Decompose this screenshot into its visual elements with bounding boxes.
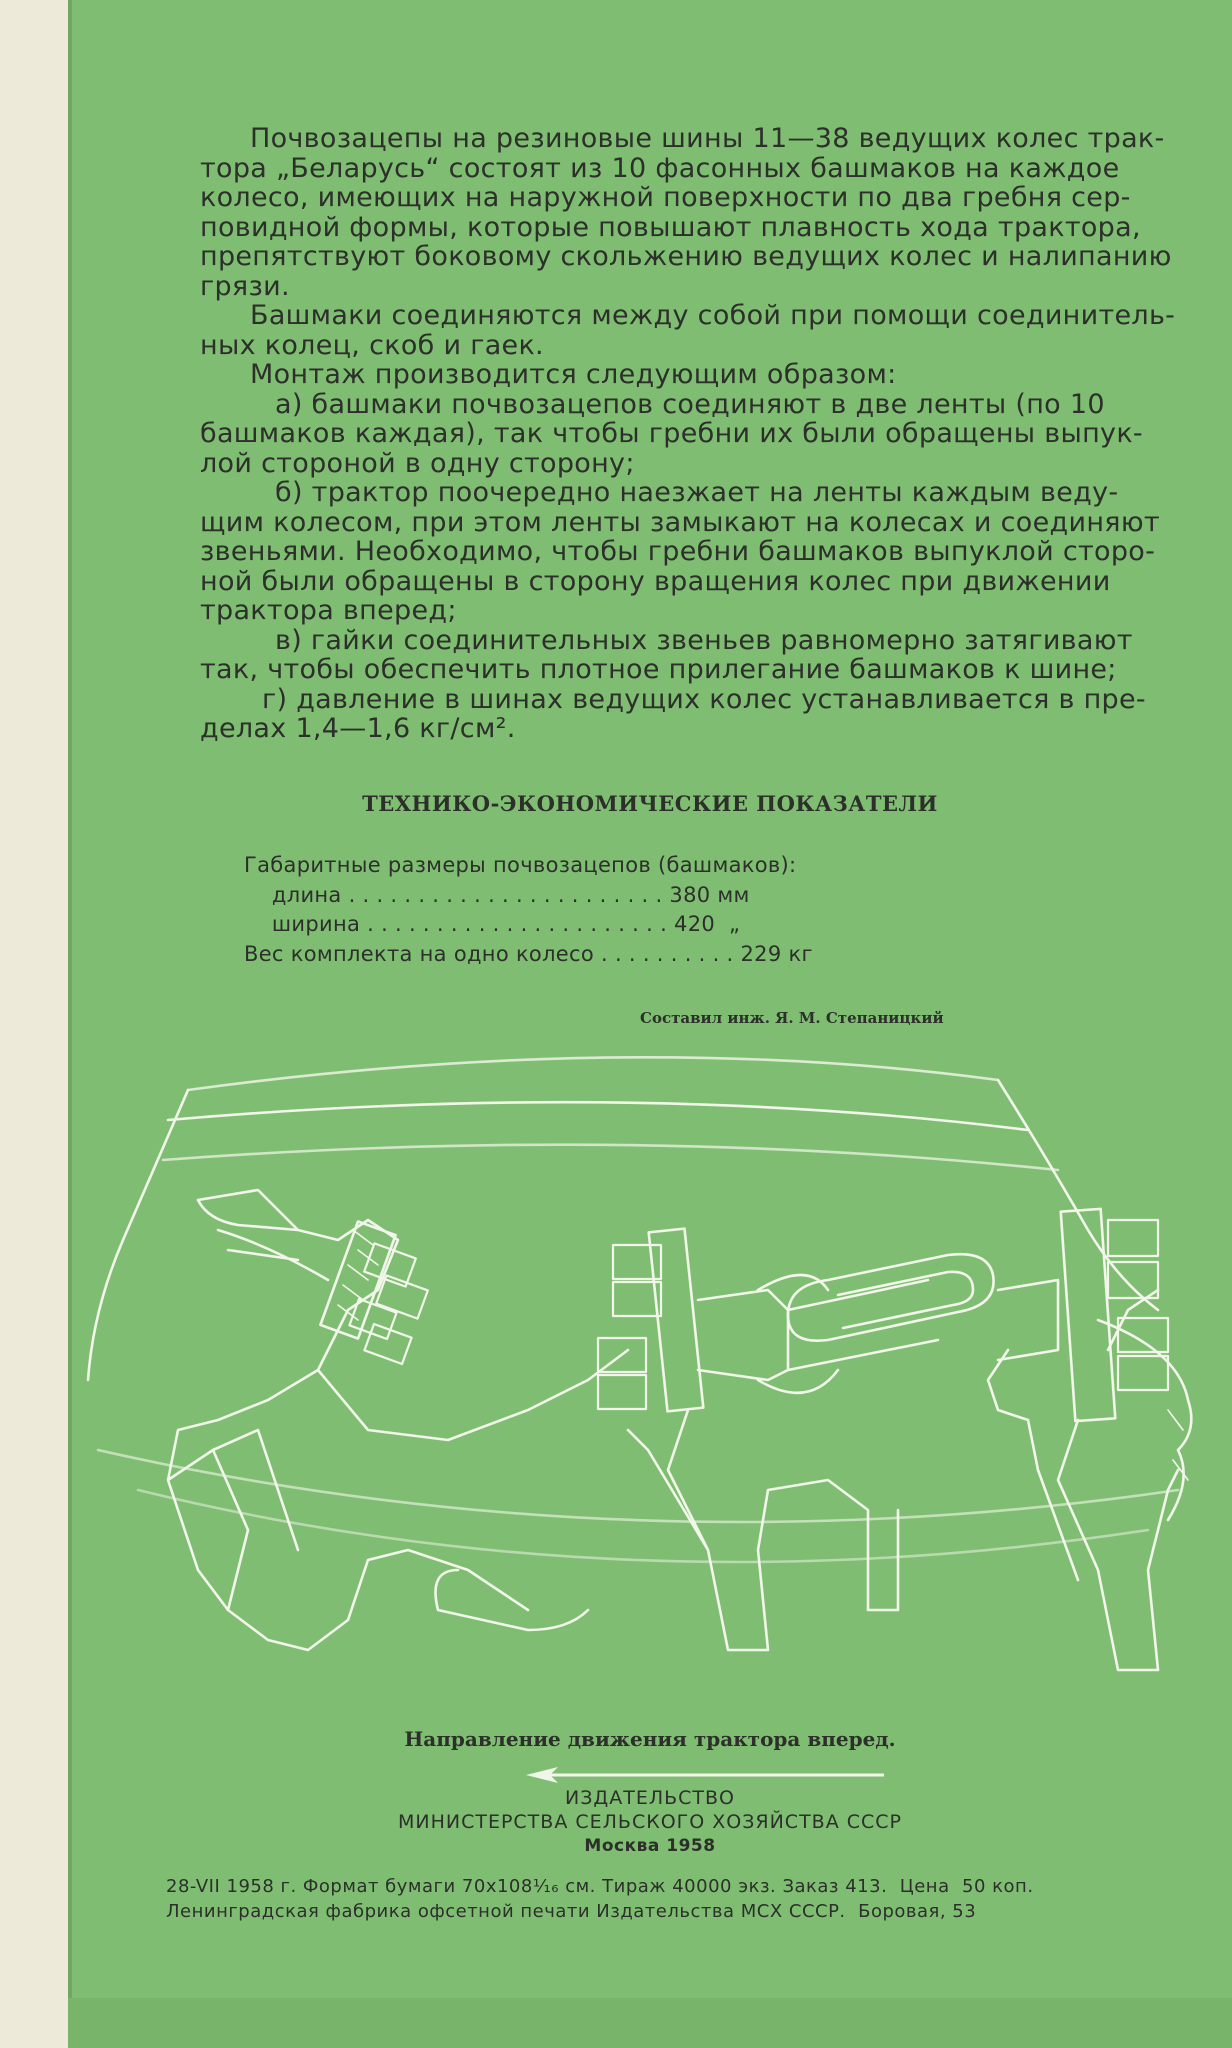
line: башмаков каждая), так чтобы гребни их были обращены выпук- bbox=[200, 418, 1143, 449]
line: а) башмаки почвозацепов соединяют в две ленты (по 10 bbox=[275, 388, 1105, 420]
publisher-line-2: МИНИСТЕРСТВА СЕЛЬСКОГО ХОЗЯЙСТВА СССР bbox=[397, 1811, 903, 1833]
line: делах 1,4—1,6 кг/см². bbox=[200, 713, 516, 744]
figure-caption: Направление движения трактора вперед. bbox=[404, 1727, 896, 1751]
line: г) давление в шинах ведущих колес устанавливается в пре- bbox=[262, 683, 1146, 715]
specs-heading: Габаритные размеры почвозацепов (башмаков): bbox=[244, 853, 797, 877]
spec-row-weight: Вес комплекта на одно колесо . . . . . . . . . . 229 кг bbox=[244, 941, 813, 966]
line: звеньями. Необходимо, чтобы гребни башмаков выпуклой сторо- bbox=[200, 536, 1156, 567]
green-page bbox=[68, 0, 1232, 2048]
imprint-line-2: Ленинградская фабрика офсетной печати Издательства МСХ СССР. Боровая, 53 bbox=[166, 1901, 977, 1922]
line: повидной формы, которые повышают плавность хода трактора, bbox=[200, 211, 1141, 243]
line: грязи. bbox=[200, 270, 290, 302]
specs-title: ТЕХНИКО-ЭКОНОМИЧЕСКИЕ ПОКАЗАТЕЛИ bbox=[362, 791, 938, 816]
line: Монтаж производится следующим образом: bbox=[250, 359, 897, 390]
author-credit: Составил инж. Я. М. Степаницкий bbox=[640, 1009, 944, 1027]
paragraph-connection bbox=[200, 301, 1215, 360]
line: Почвозацепы на резиновые шины 11—38 ведущих колес трак- bbox=[250, 123, 1165, 154]
item-v bbox=[200, 626, 1215, 685]
publisher-city-year: Москва 1958 bbox=[584, 1836, 716, 1856]
page-bottom-band bbox=[68, 1998, 1232, 2048]
body-text bbox=[200, 124, 1215, 744]
lug-drawing bbox=[68, 1050, 1232, 1750]
imprint-block bbox=[166, 1874, 1034, 1924]
line: ной были обращены в сторону вращения колес при движении bbox=[200, 565, 1111, 597]
paragraph-intro bbox=[200, 124, 1215, 301]
line: щим колесом, при этом ленты замыкают на колесах и соединяют bbox=[200, 506, 1160, 538]
spec-row-width: ширина . . . . . . . . . . . . . . . . . . . . . . 420 „ bbox=[244, 912, 741, 936]
line: трактора вперед; bbox=[200, 595, 457, 626]
line: в) гайки соединительных звеньев равномерно затягивают bbox=[275, 624, 1133, 656]
line: так, чтобы обеспечить плотное прилегание башмаков к шине; bbox=[200, 654, 1117, 685]
specs-table bbox=[244, 851, 813, 969]
line: колесо, имеющих на наружной поверхности по два гребня сер- bbox=[200, 182, 1131, 213]
line: Башмаки соединяются между собой при помощи соединитель- bbox=[250, 300, 1176, 331]
item-g bbox=[200, 685, 1215, 744]
line: тора „Беларусь“ состоят из 10 фасонных башмаков на каждое bbox=[200, 152, 1120, 184]
line: ных колец, скоб и гаек. bbox=[200, 329, 544, 361]
paragraph-mounting bbox=[200, 360, 1215, 390]
line: препятствуют боковому скольжению ведущих колес и налипанию bbox=[200, 241, 1172, 272]
imprint-line-1: 28-VII 1958 г. Формат бумаги 70x108⅟₁₆ см. Тираж 40000 экз. Заказ 413. Цена 50 коп. bbox=[166, 1876, 1034, 1897]
item-b bbox=[200, 478, 1215, 626]
item-a bbox=[200, 390, 1215, 479]
line: б) трактор поочередно наезжает на ленты каждым веду- bbox=[275, 477, 1119, 508]
direction-arrow-icon bbox=[524, 1766, 888, 1784]
line: лой стороной в одну сторону; bbox=[200, 447, 635, 479]
publisher-line-1: ИЗДАТЕЛЬСТВО bbox=[564, 1787, 736, 1809]
spec-row-length: длина . . . . . . . . . . . . . . . . . . . . . . . 380 мм bbox=[244, 882, 750, 907]
publisher-block bbox=[68, 1786, 1232, 1858]
